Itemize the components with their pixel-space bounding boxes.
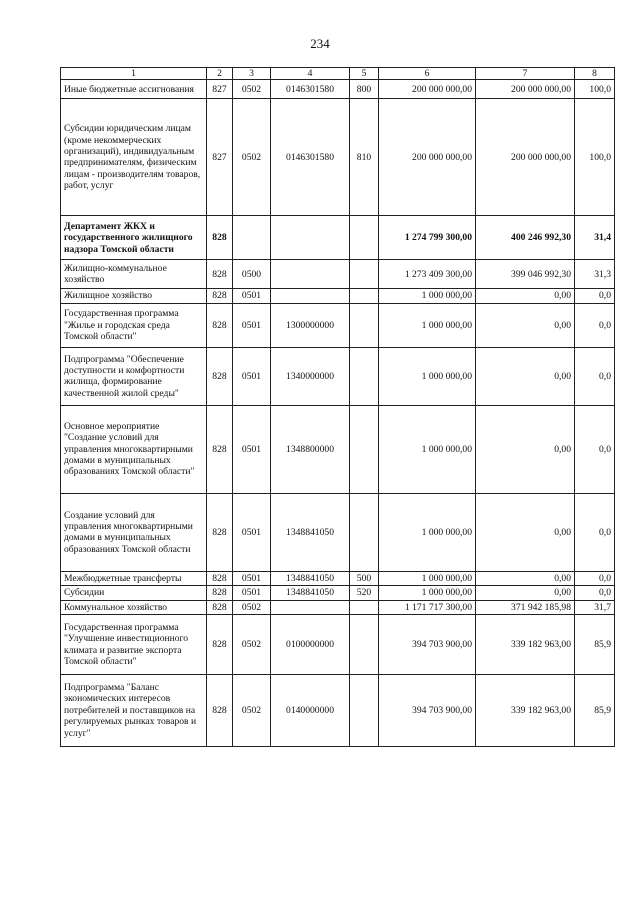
table-row: [61, 216, 615, 260]
header-cell: 3: [233, 68, 271, 80]
dept-code-cell: 828: [207, 675, 233, 747]
section-code-cell: 0502: [233, 80, 271, 99]
row-name-cell: Департамент ЖКХ и государственного жилищного надзора Томской области: [61, 216, 207, 260]
page-number: 234: [310, 36, 330, 51]
header-cell: 6: [379, 68, 476, 80]
percent-cell: 0,0: [575, 303, 615, 347]
target-article-cell: [271, 600, 350, 614]
actual-amount-cell: 0,00: [476, 347, 575, 405]
dept-code-cell: 827: [207, 80, 233, 99]
expense-type-cell: [350, 289, 379, 303]
section-code-cell: [233, 216, 271, 260]
table-row: [61, 99, 615, 216]
table-row: [61, 493, 615, 571]
percent-cell: 100,0: [575, 99, 615, 216]
section-code-cell: 0501: [233, 586, 271, 600]
actual-amount-cell: 0,00: [476, 289, 575, 303]
section-code-cell: 0502: [233, 675, 271, 747]
dept-code-cell: 828: [207, 260, 233, 289]
expense-type-cell: [350, 347, 379, 405]
row-name-cell: Иные бюджетные ассигнования: [61, 80, 207, 99]
header-cell: 8: [575, 68, 615, 80]
expense-type-cell: 800: [350, 80, 379, 99]
row-name-cell: Создание условий для управления многоквартирными домами в муниципальных образованиях Томской области: [61, 493, 207, 571]
plan-amount-cell: 1 000 000,00: [379, 303, 476, 347]
percent-cell: 85,9: [575, 675, 615, 747]
expense-type-cell: [350, 216, 379, 260]
expense-type-cell: [350, 260, 379, 289]
percent-cell: 0,0: [575, 405, 615, 493]
row-name-cell: Подпрограмма "Баланс экономических интересов потребителей и поставщиков на регулируемых рынках товаров и услуг": [61, 675, 207, 747]
plan-amount-cell: 1 000 000,00: [379, 493, 476, 571]
dept-code-cell: 828: [207, 289, 233, 303]
row-name-cell: Субсидии юридическим лицам (кроме некоммерческих организаций), индивидуальным предпринимателям, физическим лицам - производителям товаров, работ, услуг: [61, 99, 207, 216]
actual-amount-cell: 0,00: [476, 405, 575, 493]
percent-cell: 31,7: [575, 600, 615, 614]
expense-type-cell: 810: [350, 99, 379, 216]
plan-amount-cell: 1 000 000,00: [379, 586, 476, 600]
expense-type-cell: 500: [350, 571, 379, 585]
target-article-cell: 0146301580: [271, 99, 350, 216]
header-cell: 7: [476, 68, 575, 80]
percent-cell: 0,0: [575, 586, 615, 600]
target-article-cell: 1348841050: [271, 571, 350, 585]
target-article-cell: 1348841050: [271, 493, 350, 571]
section-code-cell: 0502: [233, 99, 271, 216]
section-code-cell: 0501: [233, 493, 271, 571]
dept-code-cell: 828: [207, 303, 233, 347]
plan-amount-cell: 1 000 000,00: [379, 405, 476, 493]
row-name-cell: Межбюджетные трансферты: [61, 571, 207, 585]
table-row: [61, 600, 615, 614]
table-row: [61, 571, 615, 585]
table-row: [61, 303, 615, 347]
dept-code-cell: 828: [207, 216, 233, 260]
actual-amount-cell: 400 246 992,30: [476, 216, 575, 260]
expense-type-cell: 520: [350, 586, 379, 600]
header-cell: 1: [61, 68, 207, 80]
table-row: [61, 80, 615, 99]
row-name-cell: Жилищное хозяйство: [61, 289, 207, 303]
target-article-cell: 1340000000: [271, 347, 350, 405]
table-row: [61, 347, 615, 405]
table-row: [61, 615, 615, 675]
plan-amount-cell: 1 171 717 300,00: [379, 600, 476, 614]
section-code-cell: 0501: [233, 303, 271, 347]
table-row: [61, 405, 615, 493]
plan-amount-cell: 1 274 799 300,00: [379, 216, 476, 260]
expense-type-cell: [350, 600, 379, 614]
actual-amount-cell: 399 046 992,30: [476, 260, 575, 289]
header-cell: 5: [350, 68, 379, 80]
actual-amount-cell: 0,00: [476, 571, 575, 585]
target-article-cell: [271, 289, 350, 303]
row-name-cell: Субсидии: [61, 586, 207, 600]
percent-cell: 31,3: [575, 260, 615, 289]
table-row: [61, 675, 615, 747]
target-article-cell: 0100000000: [271, 615, 350, 675]
section-code-cell: 0502: [233, 615, 271, 675]
dept-code-cell: 828: [207, 615, 233, 675]
plan-amount-cell: 1 000 000,00: [379, 289, 476, 303]
target-article-cell: [271, 216, 350, 260]
dept-code-cell: 827: [207, 99, 233, 216]
percent-cell: 0,0: [575, 347, 615, 405]
plan-amount-cell: 394 703 900,00: [379, 615, 476, 675]
target-article-cell: 0140000000: [271, 675, 350, 747]
row-name-cell: Государственная программа "Улучшение инвестиционного климата и развитие экспорта Томской области": [61, 615, 207, 675]
expense-type-cell: [350, 405, 379, 493]
target-article-cell: 1348841050: [271, 586, 350, 600]
section-code-cell: 0502: [233, 600, 271, 614]
target-article-cell: [271, 260, 350, 289]
target-article-cell: 1348800000: [271, 405, 350, 493]
table-row: [61, 289, 615, 303]
row-name-cell: Жилищно-коммунальное хозяйство: [61, 260, 207, 289]
plan-amount-cell: 200 000 000,00: [379, 99, 476, 216]
header-cell: 2: [207, 68, 233, 80]
percent-cell: 0,0: [575, 289, 615, 303]
actual-amount-cell: 0,00: [476, 493, 575, 571]
percent-cell: 31,4: [575, 216, 615, 260]
actual-amount-cell: 200 000 000,00: [476, 80, 575, 99]
header-row: [61, 68, 615, 80]
expense-type-cell: [350, 493, 379, 571]
plan-amount-cell: 1 000 000,00: [379, 347, 476, 405]
header-cell: 4: [271, 68, 350, 80]
row-name-cell: Основное мероприятие "Создание условий для управления многоквартирными домами в муниципальных образованиях Томской области": [61, 405, 207, 493]
actual-amount-cell: 0,00: [476, 303, 575, 347]
plan-amount-cell: 200 000 000,00: [379, 80, 476, 99]
actual-amount-cell: 200 000 000,00: [476, 99, 575, 216]
dept-code-cell: 828: [207, 600, 233, 614]
row-name-cell: Коммунальное хозяйство: [61, 600, 207, 614]
dept-code-cell: 828: [207, 493, 233, 571]
section-code-cell: 0501: [233, 289, 271, 303]
plan-amount-cell: 1 000 000,00: [379, 571, 476, 585]
dept-code-cell: 828: [207, 347, 233, 405]
plan-amount-cell: 394 703 900,00: [379, 675, 476, 747]
expense-type-cell: [350, 615, 379, 675]
section-code-cell: 0501: [233, 405, 271, 493]
table-row: [61, 260, 615, 289]
row-name-cell: Подпрограмма "Обеспечение доступности и комфортности жилища, формирование качественной жилой среды": [61, 347, 207, 405]
expense-type-cell: [350, 675, 379, 747]
row-name-cell: Государственная программа "Жилье и городская среда Томской области": [61, 303, 207, 347]
percent-cell: 100,0: [575, 80, 615, 99]
actual-amount-cell: 339 182 963,00: [476, 615, 575, 675]
dept-code-cell: 828: [207, 586, 233, 600]
section-code-cell: 0500: [233, 260, 271, 289]
section-code-cell: 0501: [233, 347, 271, 405]
dept-code-cell: 828: [207, 405, 233, 493]
percent-cell: 0,0: [575, 571, 615, 585]
percent-cell: 85,9: [575, 615, 615, 675]
percent-cell: 0,0: [575, 493, 615, 571]
table-row: [61, 586, 615, 600]
target-article-cell: 0146301580: [271, 80, 350, 99]
actual-amount-cell: 0,00: [476, 586, 575, 600]
budget-table: [60, 67, 615, 747]
plan-amount-cell: 1 273 409 300,00: [379, 260, 476, 289]
target-article-cell: 1300000000: [271, 303, 350, 347]
section-code-cell: 0501: [233, 571, 271, 585]
actual-amount-cell: 339 182 963,00: [476, 675, 575, 747]
dept-code-cell: 828: [207, 571, 233, 585]
expense-type-cell: [350, 303, 379, 347]
actual-amount-cell: 371 942 185,98: [476, 600, 575, 614]
